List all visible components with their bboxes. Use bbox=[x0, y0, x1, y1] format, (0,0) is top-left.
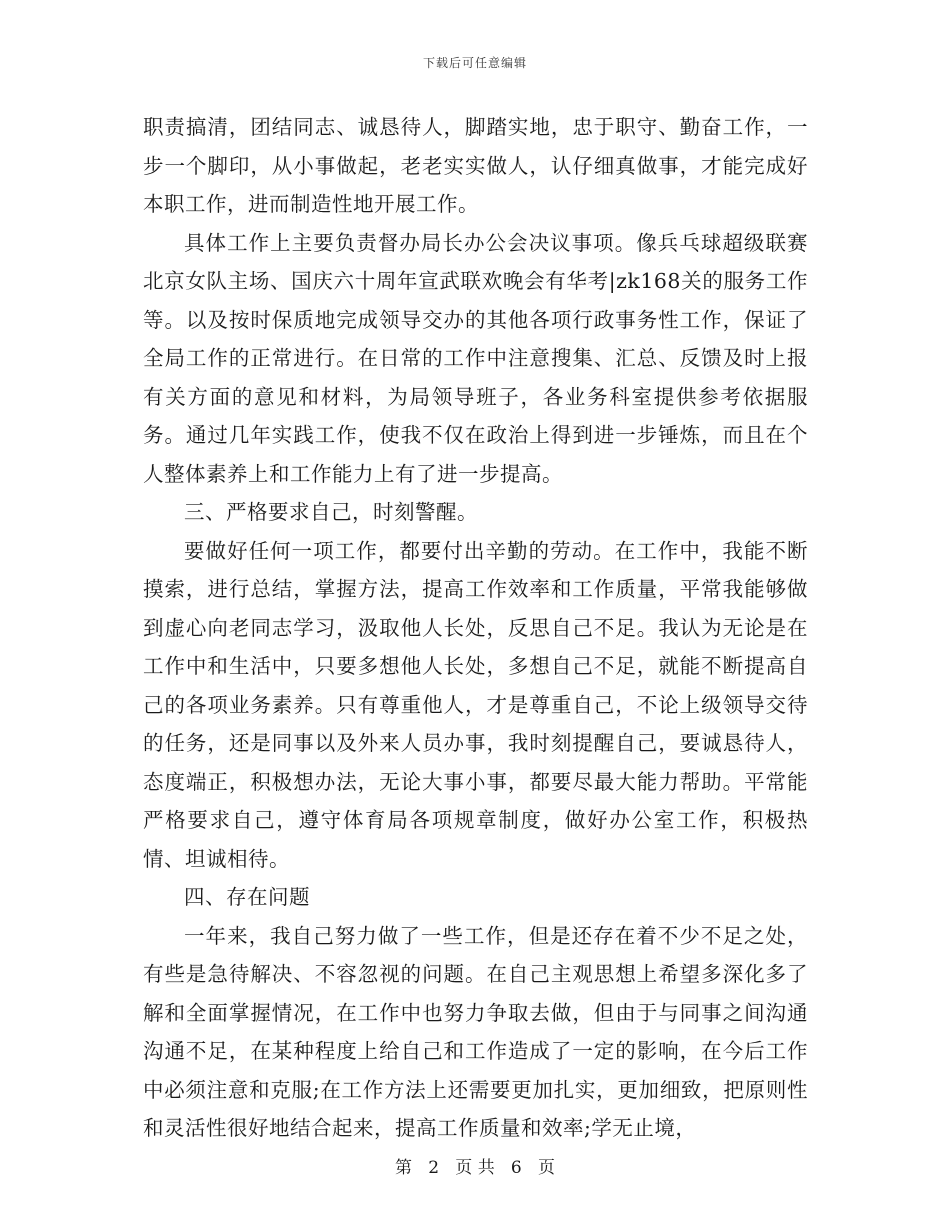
document-body bbox=[143, 108, 808, 1148]
footer-prefix: 第 bbox=[395, 1158, 413, 1178]
paragraph-1: 职责搞清，团结同志、诚恳待人，脚踏实地，忠于职守、勤奋工作，一步一个脚印，从小事做起，老老实实做人，认仔细真做事，才能完成好本职工作，进而制造性地开展工作。 bbox=[143, 115, 808, 216]
total-pages-number: 6 bbox=[510, 1158, 522, 1178]
footer-middle: 页 共 bbox=[455, 1158, 495, 1178]
page-header: 下载后可任意编辑 bbox=[422, 56, 527, 70]
paragraph-6: 一年来，我自己努力做了一些工作，但是还存在着不少不足之处，有些是急待解决、不容忽视的问题。在自己主观思想上希望多深化多了解和全面掌握情况，在工作中也努力争取去做，但由于与同事之间沟通沟通不足，在某种程度上给自己和工作造成了一定的影响，在今后工作中必须注意和克服;在工作方法上还需要更加扎实，更加细致，把原则性和灵活性很好地结合起来，提高工作质量和效率;学无止境， bbox=[143, 923, 808, 1140]
section-heading-4: 四、存在问题 bbox=[184, 885, 310, 909]
page-footer bbox=[0, 1153, 950, 1178]
current-page-number: 2 bbox=[428, 1158, 440, 1178]
paragraph-4: 要做好任何一项工作，都要付出辛勤的劳动。在工作中，我能不断摸索，进行总结，掌握方法，提高工作效率和工作质量，平常我能够做到虚心向老同志学习，汲取他人长处，反思自己不足。我认为无论是在工作中和生活中，只要多想他人长处，多想自己不足，就能不断提高自己的各项业务素养。只有尊重他人，才是尊重自己，不论上级领导交待的任务，还是同事以及外来人员办事，我时刻提醒自己，要诚恳待人，态度端正，积极想办法，无论大事小事，都要尽最大能力帮助。平常能严格要求自己，遵守体育局各项规章制度，做好办公室工作，积极热情、坦诚相待。 bbox=[143, 538, 808, 871]
paragraph-2: 具体工作上主要负责督办局长办公会决议事项。像兵乓球超级联赛北京女队主场、国庆六十周年宣武联欢晚会有华考|zk168关的服务工作等。以及按时保质地完成领导交办的其他各项行政事务性工作，保证了全局工作的正常进行。在日常的工作中注意搜集、汇总、反馈及时上报有关方面的意见和材料，为局领导班子，各业务科室提供参考依据服务。通过几年实践工作，使我不仅在政治上得到进一步锤炼，而且在个人整体素养上和工作能力上有了进一步提高。 bbox=[143, 230, 808, 486]
footer-suffix: 页 bbox=[537, 1158, 555, 1178]
section-heading-3: 三、严格要求自己，时刻警醒。 bbox=[184, 500, 478, 524]
